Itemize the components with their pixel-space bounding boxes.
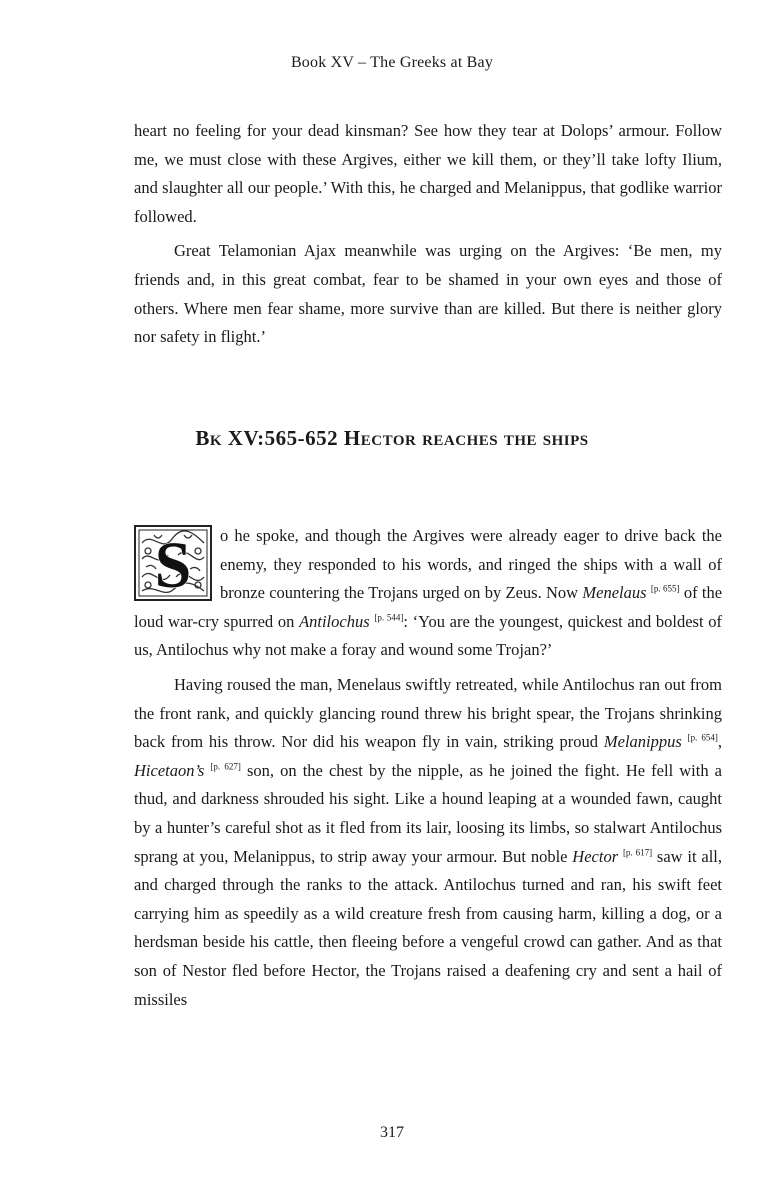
running-head: Book XV – The Greeks at Bay (290, 54, 494, 71)
link-menelaus: Menelaus (582, 583, 647, 603)
paragraph-3: o he spoke, and though the Argives were already eager to drive back the enemy, they responded to his words, and ringed the ships with a wall of bronze countering the Trojans urged on by Zeus. Now Menelaus [p. 655] of the loud war-cry spurred on Antilochus [p. 544]: ‘You are the youngest, quickest and boldest of us, Antilochus why not make a foray and wound some Trojan?’ (134, 526, 723, 660)
section-heading: Bk XV:565-652 Hector reaches the ships (195, 426, 589, 450)
drop-cap-icon (134, 525, 212, 601)
paragraph-2: Great Telamonian Ajax meanwhile was urging on the Argives: ‘Be men, my friends and, in this great combat, fear to be shamed in your own eyes and those of others. Where men fear shame, more survive than are killed. But there is neither glory nor safety in flight.’ (134, 241, 722, 347)
page-number: 317 (380, 1124, 404, 1141)
text-block-bottom (134, 522, 722, 1020)
paragraph-1: heart no feeling for your dead kinsman? See how they tear at Dolops’ armour. Follow me, we must close with these Argives, either we kill them, or they’ll take lofty Ilium, and slaughter all our people.’ With this, he charged and Melanippus, that godlike warrior followed. (134, 121, 722, 226)
paragraph-4: Having roused the man, Menelaus swiftly retreated, while Antilochus ran out from the front rank, and quickly glancing round threw his bright spear, the Trojans shrinking back from his throw. Nor did his weapon fly in vain, striking proud Melanippus [p. 654], Hicetaon’s [p. 627] son, on the chest by the nipple, as he joined the fight. He fell with a thud, and darkness shrouded his sight. Like a hound leaping at a wounded fawn, caught by a hunter’s careful shot as it fled from its lair, loosing its limbs, so stalwart Antilochus sprang at you, Melanippus, to strip away your armour. But noble Hector [p. 617] saw it all, and charged through the ranks to the attack. Antilochus turned and ran, his swift feet carrying him as speedily as a wild creature fresh from causing harm, killing a dog, or a herdsman beside his cattle, then fleeing before a vengeful crowd can gather. And as that son of Nestor fled before Hector, the Trojans raised a deafening cry and sent a hail of missiles (134, 674, 723, 1009)
ref-antilochus: [p. 544] (374, 612, 404, 623)
link-hicetaon: Hicetaon’s (134, 760, 205, 780)
link-hector: Hector (572, 846, 619, 866)
link-antilochus: Antilochus (299, 611, 370, 631)
svg-text:S: S (154, 529, 192, 601)
ref-hicetaon: [p. 627] (210, 761, 241, 772)
ref-menelaus: [p. 655] (650, 583, 680, 594)
text-block-top (134, 117, 722, 358)
ref-melanippus: [p. 654] (687, 732, 718, 743)
ref-hector: [p. 617] (622, 847, 653, 858)
link-melanippus: Melanippus (603, 732, 682, 752)
